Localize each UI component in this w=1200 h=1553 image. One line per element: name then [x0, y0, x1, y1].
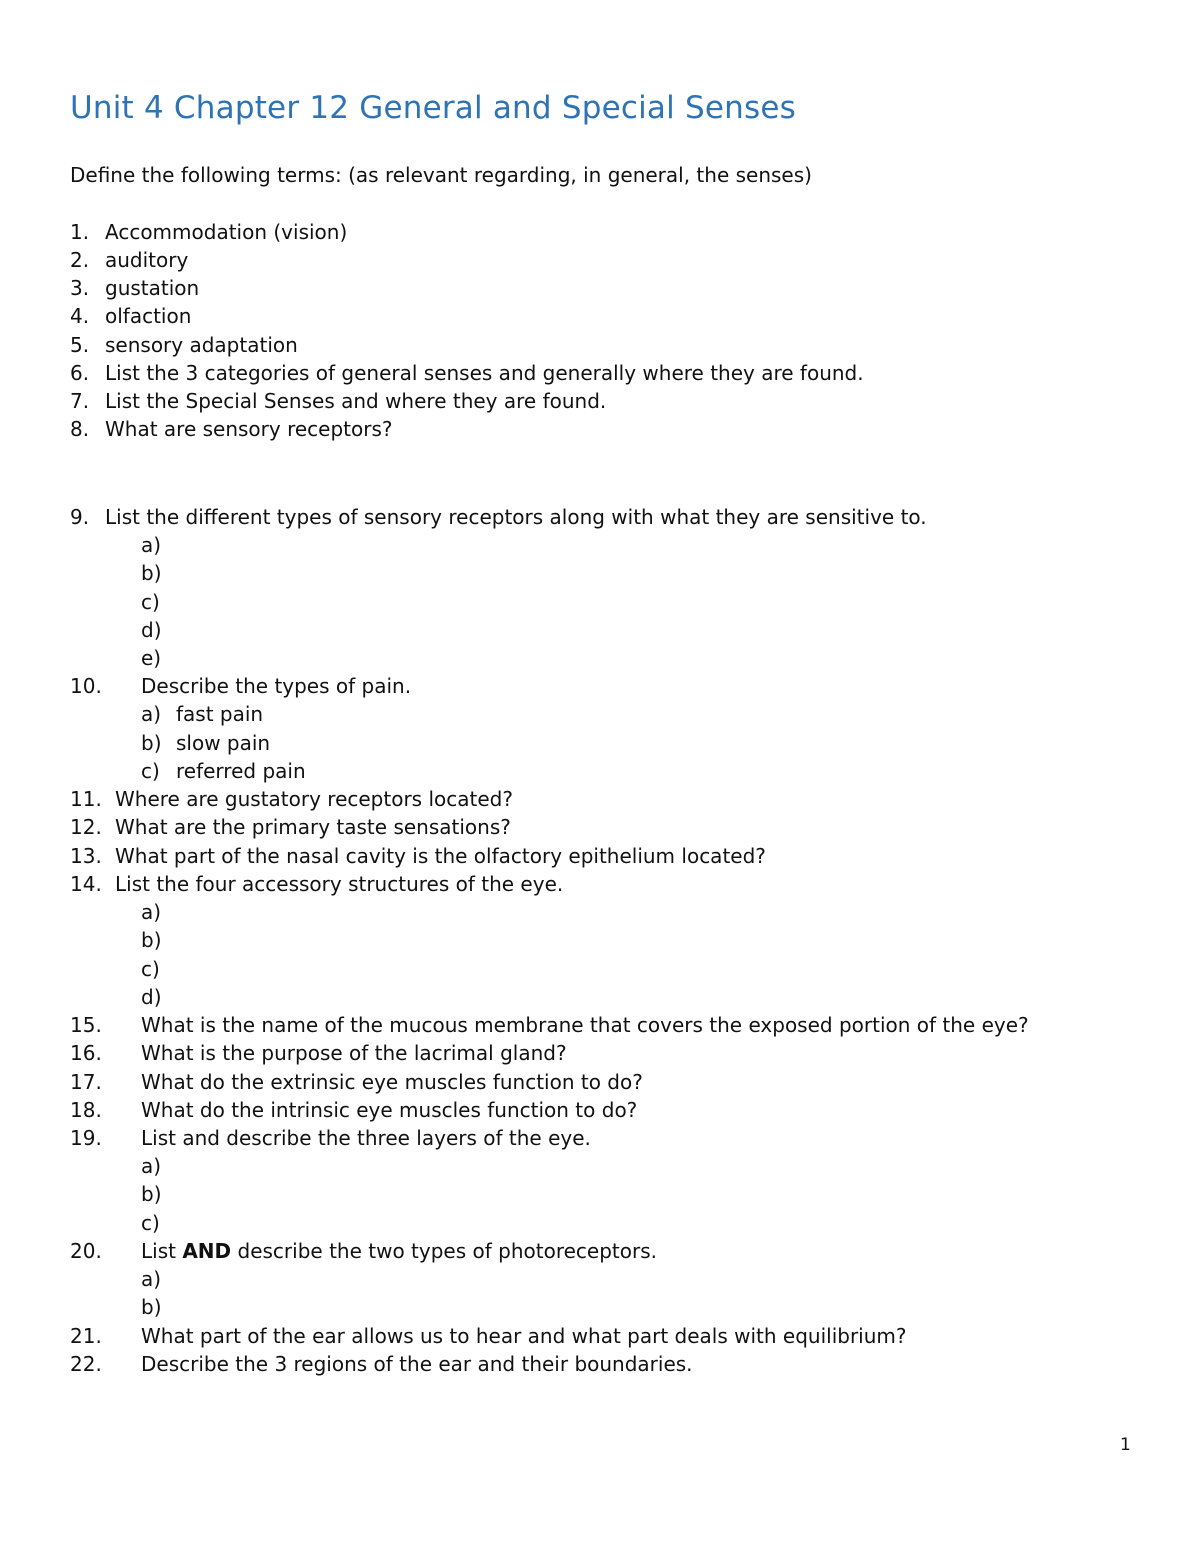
question-number: 12. [70, 815, 102, 839]
question-2 [70, 246, 188, 274]
question-12 [70, 813, 511, 841]
question-18 [70, 1096, 637, 1124]
question-text-post: describe the two types of photoreceptors. [237, 1239, 657, 1263]
question-text: What is the name of the mucous membrane that covers the exposed portion of the eye? [141, 1013, 1029, 1037]
question-text: List and describe the three layers of the eye. [141, 1126, 591, 1150]
question-number: 8. [70, 417, 90, 441]
question-22 [70, 1350, 693, 1378]
answer-label: d) [141, 618, 162, 642]
question-number: 4. [70, 304, 90, 328]
question-10 [70, 672, 411, 700]
question-text: List the different types of sensory receptors along with what they are sensitive to. [105, 505, 927, 529]
emphasis-and: AND [182, 1239, 232, 1263]
question-number: 11. [70, 787, 102, 811]
question-text: sensory adaptation [105, 333, 298, 357]
sub-item-label: b) [141, 731, 162, 755]
question-1 [70, 218, 347, 246]
answer-label: d) [141, 985, 162, 1009]
sub-item [141, 729, 270, 757]
question-text: Describe the 3 regions of the ear and their boundaries. [141, 1352, 693, 1376]
sub-item-text: slow pain [176, 731, 271, 755]
question-text: gustation [105, 276, 200, 300]
question-text-pre: List [141, 1239, 176, 1263]
question-text: Accommodation (vision) [105, 220, 348, 244]
answer-label: b) [141, 561, 162, 585]
sub-item-text: referred pain [176, 759, 306, 783]
question-number: 15. [70, 1013, 102, 1037]
sub-item-label: a) [141, 702, 162, 726]
question-4 [70, 302, 191, 330]
question-number: 22. [70, 1352, 102, 1376]
answer-label: b) [141, 1182, 162, 1206]
question-6 [70, 359, 864, 387]
answer-label: a) [141, 1154, 162, 1178]
answer-label: a) [141, 900, 162, 924]
question-8 [70, 415, 393, 443]
sub-item-text: fast pain [176, 702, 264, 726]
question-text: Where are gustatory receptors located? [115, 787, 513, 811]
question-number: 9. [70, 505, 90, 529]
question-number: 5. [70, 333, 90, 357]
question-text: What do the extrinsic eye muscles function to do? [141, 1070, 643, 1094]
question-text: olfaction [105, 304, 192, 328]
sub-item-label: c) [141, 759, 160, 783]
question-text: What part of the nasal cavity is the olfactory epithelium located? [115, 844, 766, 868]
question-number: 13. [70, 844, 102, 868]
question-number: 1. [70, 220, 90, 244]
question-text: What is the purpose of the lacrimal gland? [141, 1041, 567, 1065]
question-16 [70, 1039, 567, 1067]
question-number: 6. [70, 361, 90, 385]
answer-label: c) [141, 957, 160, 981]
question-14 [70, 870, 563, 898]
question-number: 21. [70, 1324, 102, 1348]
answer-label: b) [141, 928, 162, 952]
question-number: 18. [70, 1098, 102, 1122]
question-number: 19. [70, 1126, 102, 1150]
question-19 [70, 1124, 591, 1152]
answer-label: e) [141, 646, 162, 670]
page-number: 1 [1120, 1435, 1131, 1455]
question-21 [70, 1322, 907, 1350]
question-text: List the 3 categories of general senses and generally where they are found. [105, 361, 864, 385]
question-7 [70, 387, 606, 415]
question-13 [70, 842, 766, 870]
question-text: What part of the ear allows us to hear and what part deals with equilibrium? [141, 1324, 907, 1348]
question-11 [70, 785, 513, 813]
answer-label: c) [141, 590, 160, 614]
question-number: 14. [70, 872, 102, 896]
instructions: Define the following terms: (as relevant regarding, in general, the senses) [70, 163, 812, 187]
sub-item [141, 757, 306, 785]
question-17 [70, 1068, 643, 1096]
question-text: auditory [105, 248, 189, 272]
question-15 [70, 1011, 1029, 1039]
question-3 [70, 274, 199, 302]
answer-label: a) [141, 533, 162, 557]
answer-label: b) [141, 1295, 162, 1319]
question-text: List the four accessory structures of the eye. [115, 872, 564, 896]
question-number: 20. [70, 1239, 102, 1263]
answer-label: c) [141, 1211, 160, 1235]
question-5 [70, 331, 298, 359]
question-number: 3. [70, 276, 90, 300]
question-number: 7. [70, 389, 90, 413]
question-9 [70, 503, 927, 531]
question-number: 2. [70, 248, 90, 272]
question-number: 17. [70, 1070, 102, 1094]
document-title: Unit 4 Chapter 12 General and Special Senses [70, 90, 796, 126]
question-text: What are sensory receptors? [105, 417, 393, 441]
question-text: What are the primary taste sensations? [115, 815, 511, 839]
question-20 [70, 1237, 657, 1265]
question-number: 10. [70, 674, 102, 698]
answer-label: a) [141, 1267, 162, 1291]
question-text: What do the intrinsic eye muscles function to do? [141, 1098, 638, 1122]
sub-item [141, 700, 263, 728]
question-text: List the Special Senses and where they are found. [105, 389, 607, 413]
question-number: 16. [70, 1041, 102, 1065]
question-text: Describe the types of pain. [141, 674, 412, 698]
